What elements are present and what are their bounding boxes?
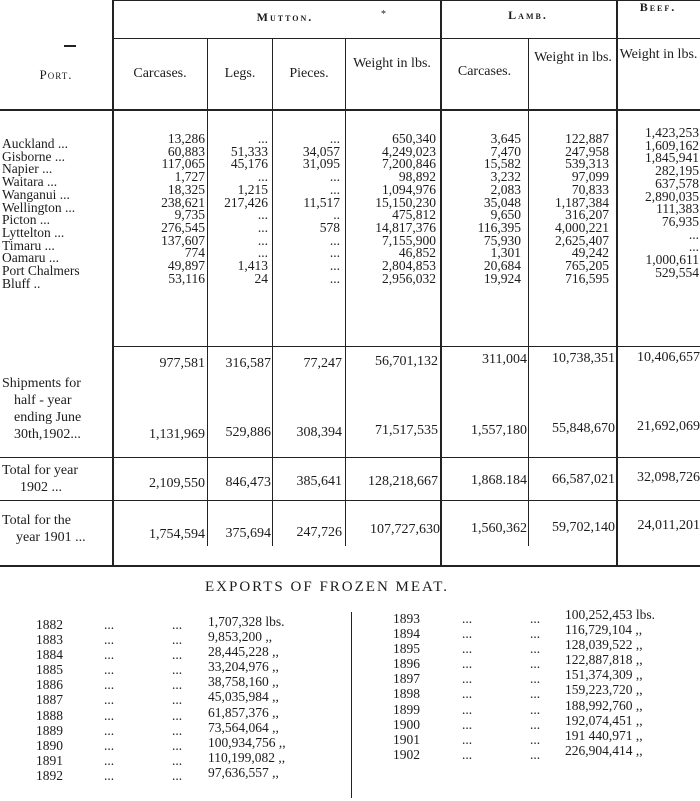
table-cell: 15,150,230	[375, 194, 436, 210]
total-1901-beef-weight: 24,011,201	[637, 518, 700, 533]
subtotal-mutton-legs: 316,587	[225, 356, 271, 371]
port-name: Bluff ..	[2, 275, 41, 291]
exports-left-years	[36, 617, 63, 783]
table-cell: 49,897	[167, 258, 205, 274]
export-year: 1901	[393, 731, 420, 747]
leader-dots: ...	[462, 686, 473, 702]
table-bottom-rule	[0, 565, 700, 567]
exports-right-leader-2	[530, 611, 540, 762]
total-1902-label-line: Total for year	[2, 463, 78, 478]
table-cell: 774	[184, 245, 205, 261]
total-1902-mutton-pieces: 385,641	[296, 474, 342, 489]
subheader-rule	[112, 38, 700, 39]
mutton-carcases-column	[113, 133, 205, 285]
export-value: 191 440,971 ,,	[565, 727, 643, 743]
table-cell: 1,845,941	[645, 150, 699, 166]
table-cell: 316,207	[565, 207, 609, 223]
subtotal-beef-weight: 10,406,657	[637, 350, 700, 365]
export-year: 1900	[393, 716, 420, 732]
shipments-rule	[0, 457, 700, 458]
table-cell: 217,426	[224, 194, 268, 210]
header-rule	[0, 109, 700, 111]
port-name: Lyttelton ...	[2, 224, 65, 240]
table-cell: 7,200,846	[382, 156, 436, 172]
total-1901-lamb-weight: 59,702,140	[552, 520, 615, 535]
column-header-port: Port.	[39, 67, 73, 82]
table-cell: 1,215	[237, 181, 268, 197]
leader-dots: ...	[104, 677, 115, 693]
table-cell: 20,684	[483, 258, 521, 274]
port-name: Timaru ...	[2, 237, 55, 253]
table-cell: 716,595	[565, 270, 609, 286]
leader-dots: ...	[172, 707, 183, 723]
port-name: Auckland ...	[2, 136, 68, 151]
total-1902-lamb-carcases: 1,868.184	[471, 473, 527, 488]
port-column	[2, 138, 114, 290]
leader-dots: ...	[462, 701, 473, 717]
exports-right-values	[565, 607, 655, 758]
table-cell: 45,176	[230, 156, 268, 172]
exports-right-leader-1	[462, 611, 472, 762]
subtotal-rule	[112, 346, 700, 347]
total-1902-lamb-weight: 66,587,021	[552, 472, 615, 487]
table-cell: 238,621	[161, 194, 205, 210]
total-1901-mutton-legs: 375,694	[225, 526, 271, 541]
shipments-mutton-weight: 71,517,535	[375, 423, 438, 438]
table-cell: 14,817,376	[375, 219, 436, 235]
export-year: 1882	[36, 617, 63, 632]
export-year: 1894	[393, 626, 420, 642]
column-header-mutton-pieces: Pieces.	[289, 66, 329, 81]
export-value: 159,223,720 ,,	[565, 682, 643, 698]
export-value: 188,992,760 ,,	[565, 697, 643, 713]
table-cell: ..	[333, 207, 340, 223]
table-cell: 7,155,900	[382, 232, 436, 248]
leader-dots: ...	[104, 662, 115, 678]
leader-dots: ...	[462, 641, 473, 657]
table-cell: 1,301	[490, 245, 521, 261]
shipments-mutton-pieces: 308,394	[296, 425, 342, 440]
leader-dots: ...	[462, 716, 473, 732]
table-cell: 53,116	[168, 270, 205, 286]
shipments-lamb-carcases: 1,557,180	[471, 423, 527, 438]
export-year: 1888	[36, 707, 63, 723]
table-cell: ...	[329, 181, 340, 197]
table-cell: 529,554	[655, 264, 699, 280]
table-cell: 1,423,253	[645, 125, 699, 140]
lamb-weight-column	[529, 133, 609, 285]
col-divider-5	[528, 38, 529, 546]
table-cell: 46,852	[398, 245, 436, 261]
leader-dots: ...	[530, 641, 541, 657]
export-year: 1889	[36, 722, 63, 738]
subtotal-lamb-weight: 10,738,351	[552, 351, 615, 366]
dash-mark	[64, 45, 76, 47]
leader-dots: ...	[462, 746, 473, 762]
export-value: 128,039,522 ,,	[565, 637, 643, 653]
exports-divider	[351, 612, 352, 798]
table-cell: ...	[688, 239, 699, 255]
table-cell: 1,727	[174, 169, 205, 185]
export-value: 61,857,376 ,,	[208, 704, 279, 720]
leader-dots: ...	[104, 737, 115, 753]
total-1902-mutton-carcases: 2,109,550	[149, 476, 205, 491]
exports-left-leader-2	[172, 617, 182, 783]
table-cell: ...	[257, 245, 268, 261]
leader-dots: ...	[530, 611, 541, 626]
leader-dots: ...	[104, 617, 115, 632]
table-cell: 3,645	[490, 131, 521, 146]
col-divider-2	[272, 38, 273, 546]
port-name: Picton ...	[2, 212, 51, 228]
table-cell: 4,000,221	[555, 219, 609, 235]
export-value: 9,853,200 ,,	[208, 629, 273, 645]
table-cell: 75,930	[483, 232, 521, 248]
shipments-mutton-legs: 529,886	[225, 425, 271, 440]
table-cell: ...	[329, 245, 340, 261]
table-cell: ...	[329, 131, 340, 146]
group-header-lamb: Lamb.	[508, 8, 548, 22]
port-name: Napier ...	[2, 161, 53, 177]
leader-dots: ...	[172, 632, 183, 648]
export-value: 33,204,976 ,,	[208, 659, 279, 675]
port-name: Gisborne ...	[2, 148, 65, 164]
leader-dots: ...	[104, 692, 115, 708]
port-name: Port Chalmers	[2, 263, 80, 279]
total-1902-label	[2, 462, 112, 496]
leader-dots: ...	[462, 731, 473, 747]
leader-dots: ...	[172, 692, 183, 708]
table-cell: 117,065	[161, 156, 205, 172]
table-cell: 13,286	[167, 131, 205, 146]
export-value: 226,904,414 ,,	[565, 742, 643, 758]
shipments-label-line: Shipments for	[2, 376, 81, 391]
total-1901-label	[2, 512, 114, 546]
export-year: 1898	[393, 686, 420, 702]
leader-dots: ...	[104, 767, 115, 783]
export-value: 73,564,064 ,,	[208, 719, 279, 735]
leader-dots: ...	[172, 677, 183, 693]
table-cell: 2,625,407	[555, 232, 609, 248]
table-cell: 7,470	[490, 143, 521, 159]
table-cell: 70,833	[571, 181, 609, 197]
exports-left-leader-1	[104, 617, 114, 783]
table-cell: 76,935	[661, 213, 699, 229]
export-value: 192,074,451 ,,	[565, 712, 643, 728]
total-1901-label-line: Total for the	[2, 513, 71, 528]
table-cell: 51,333	[230, 143, 268, 159]
table-cell: 578	[319, 219, 340, 235]
shipments-lamb-weight: 55,848,670	[552, 421, 615, 436]
export-value: 151,374,309 ,,	[565, 667, 643, 683]
leader-dots: ...	[462, 611, 473, 626]
table-cell: 247,958	[565, 143, 609, 159]
exports-left-values	[208, 614, 348, 780]
export-year: 1884	[36, 647, 63, 663]
table-cell: 9,650	[490, 207, 521, 223]
exports-right-years	[393, 611, 420, 762]
table-cell: 9,735	[174, 207, 205, 223]
export-value: 45,035,984 ,,	[208, 689, 279, 705]
leader-dots: ...	[172, 617, 183, 632]
table-cell: ...	[329, 169, 340, 185]
shipments-label-line: half - year	[14, 393, 72, 408]
group-header-mutton: Mutton.	[256, 10, 314, 24]
table-cell: 122,887	[565, 131, 609, 146]
table-cell: ...	[329, 232, 340, 248]
table-cell: 1,413	[237, 258, 268, 274]
leader-dots: ...	[172, 647, 183, 663]
total-1902-mutton-weight: 128,218,667	[368, 474, 438, 489]
mutton-weight-column	[346, 133, 436, 285]
export-value: 97,636,557 ,,	[208, 764, 279, 780]
export-year: 1902	[393, 746, 420, 762]
table-cell: 98,892	[398, 169, 436, 185]
shipments-label-line: ending June	[14, 410, 82, 425]
export-value: 38,758,160 ,,	[208, 674, 279, 690]
table-cell: 49,242	[571, 245, 609, 261]
subtotal-mutton-pieces: 77,247	[303, 356, 342, 371]
table-cell: 15,582	[483, 156, 521, 172]
leader-dots: ...	[462, 671, 473, 687]
table-cell: ...	[257, 131, 268, 146]
leader-dots: ...	[530, 746, 541, 762]
table-cell: 18,325	[167, 181, 205, 197]
export-year: 1899	[393, 701, 420, 717]
total-1901-mutton-carcases: 1,754,594	[149, 527, 205, 542]
table-cell: ...	[257, 207, 268, 223]
table-cell: 1,187,384	[555, 194, 609, 210]
table-cell: ...	[257, 169, 268, 185]
shipments-label	[2, 375, 112, 443]
export-value: 100,252,453 lbs.	[565, 607, 656, 622]
total-1901-mutton-pieces: 247,726	[296, 525, 342, 540]
mutton-legs-column	[208, 133, 268, 285]
port-name: Oamaru ...	[2, 250, 59, 266]
export-value: 1,707,328 lbs.	[208, 614, 285, 629]
group-header-beef: Beef.	[639, 0, 677, 14]
leader-dots: ...	[104, 707, 115, 723]
table-cell: 3,232	[490, 169, 521, 185]
table-cell: 60,883	[167, 143, 205, 159]
total-1901-label-line: year 1901 ...	[16, 530, 86, 545]
table-cell: 111,383	[656, 201, 699, 217]
table-cell: ...	[257, 219, 268, 235]
leader-dots: ...	[104, 632, 115, 648]
leader-dots: ...	[172, 662, 183, 678]
export-year: 1896	[393, 656, 420, 672]
shipments-label-line: 30th,1902...	[14, 427, 81, 442]
table-cell: 31,095	[302, 156, 340, 172]
table-cell: 1,000,611	[645, 252, 699, 268]
leader-dots: ...	[104, 647, 115, 663]
table-cell: 637,578	[655, 175, 699, 191]
total-1901-mutton-weight: 107,727,630	[370, 522, 440, 537]
leader-dots: ...	[530, 701, 541, 717]
shipments-beef-weight: 21,692,069	[637, 419, 700, 434]
port-name: Wellington ...	[2, 199, 76, 215]
subtotal-lamb-carcases: 311,004	[482, 352, 527, 367]
table-cell: 116,395	[477, 219, 521, 235]
table-cell: ...	[688, 226, 699, 242]
table-cell: 2,804,853	[382, 258, 436, 274]
total-1902-beef-weight: 32,098,726	[637, 470, 700, 485]
export-year: 1893	[393, 611, 420, 626]
beef-weight-column	[617, 127, 699, 279]
col-divider-3	[345, 38, 346, 546]
total-1901-lamb-carcases: 1,560,362	[471, 521, 527, 536]
leader-dots: ...	[530, 656, 541, 672]
export-year: 1886	[36, 677, 63, 693]
table-cell: 137,607	[161, 232, 205, 248]
port-name: Waitara ...	[2, 174, 58, 190]
table-cell: 765,205	[565, 258, 609, 274]
export-year: 1892	[36, 767, 63, 783]
table-cell: 650,340	[392, 131, 436, 146]
mutton-pieces-column	[273, 133, 340, 285]
leader-dots: ...	[104, 752, 115, 768]
leader-dots: ...	[172, 752, 183, 768]
table-cell: 1,609,162	[645, 137, 699, 153]
export-value: 110,199,082 ,,	[208, 749, 286, 765]
table-cell: 475,812	[392, 207, 436, 223]
export-value: 28,445,228 ,,	[208, 644, 279, 660]
table-cell: 282,195	[655, 163, 699, 179]
column-header-mutton-legs: Legs.	[224, 66, 256, 81]
table-cell: 4,249,023	[382, 143, 436, 159]
table-cell: 19,924	[483, 270, 521, 286]
leader-dots: ...	[104, 722, 115, 738]
export-year: 1885	[36, 662, 63, 678]
table-cell: 24	[254, 270, 268, 286]
column-header-beef-weight: Weight in lbs.	[619, 47, 698, 62]
column-header-mutton-weight: Weight in lbs.	[353, 56, 431, 71]
total-1902-mutton-legs: 846,473	[225, 475, 271, 490]
table-cell: 539,313	[565, 156, 609, 172]
table-cell: 276,545	[161, 219, 205, 235]
total-1902-rule	[0, 500, 700, 501]
export-value: 100,934,756 ,,	[208, 734, 286, 750]
table-cell: 35,048	[483, 194, 521, 210]
leader-dots: ...	[530, 626, 541, 642]
column-header-lamb-carcases: Carcases.	[457, 64, 512, 79]
export-value: 116,729,104 ,,	[565, 622, 643, 638]
export-year: 1887	[36, 692, 63, 708]
table-cell: ...	[329, 258, 340, 274]
table-cell: 97,099	[571, 169, 609, 185]
export-year: 1883	[36, 632, 63, 648]
leader-dots: ...	[462, 656, 473, 672]
subtotal-mutton-weight: 56,701,132	[375, 354, 438, 369]
lamb-carcases-column	[441, 133, 521, 285]
leader-dots: ...	[172, 722, 183, 738]
table-cell: 34,057	[302, 143, 340, 159]
leader-dots: ...	[172, 737, 183, 753]
leader-dots: ...	[530, 731, 541, 747]
leader-dots: ...	[462, 626, 473, 642]
stray-mark: *	[381, 9, 386, 20]
table-cell: 2,890,035	[645, 188, 699, 204]
table-cell: ...	[257, 232, 268, 248]
leader-dots: ...	[530, 716, 541, 732]
shipments-mutton-carcases: 1,131,969	[149, 427, 205, 442]
table-cell: 2,083	[490, 181, 521, 197]
subtotal-mutton-carcases: 977,581	[159, 356, 205, 371]
export-year: 1895	[393, 641, 420, 657]
exports-title: EXPORTS OF FROZEN MEAT.	[205, 579, 450, 595]
table-cell: 1,094,976	[382, 181, 436, 197]
port-name: Wanganui ...	[2, 186, 70, 202]
table-cell: ...	[329, 270, 340, 286]
export-year: 1897	[393, 671, 420, 687]
leader-dots: ...	[172, 767, 183, 783]
leader-dots: ...	[530, 686, 541, 702]
table-cell: 2,956,032	[382, 270, 436, 286]
col-divider-1	[207, 38, 208, 546]
top-rule	[112, 0, 700, 1]
column-header-lamb-weight: Weight in lbs.	[534, 50, 612, 65]
table-cell: 11,517	[303, 194, 340, 210]
column-header-mutton-carcases: Carcases.	[133, 66, 187, 81]
export-year: 1890	[36, 737, 63, 753]
total-1902-label-line: 1902 ...	[20, 480, 62, 495]
export-value: 122,887,818 ,,	[565, 652, 643, 668]
export-year: 1891	[36, 752, 63, 768]
leader-dots: ...	[530, 671, 541, 687]
